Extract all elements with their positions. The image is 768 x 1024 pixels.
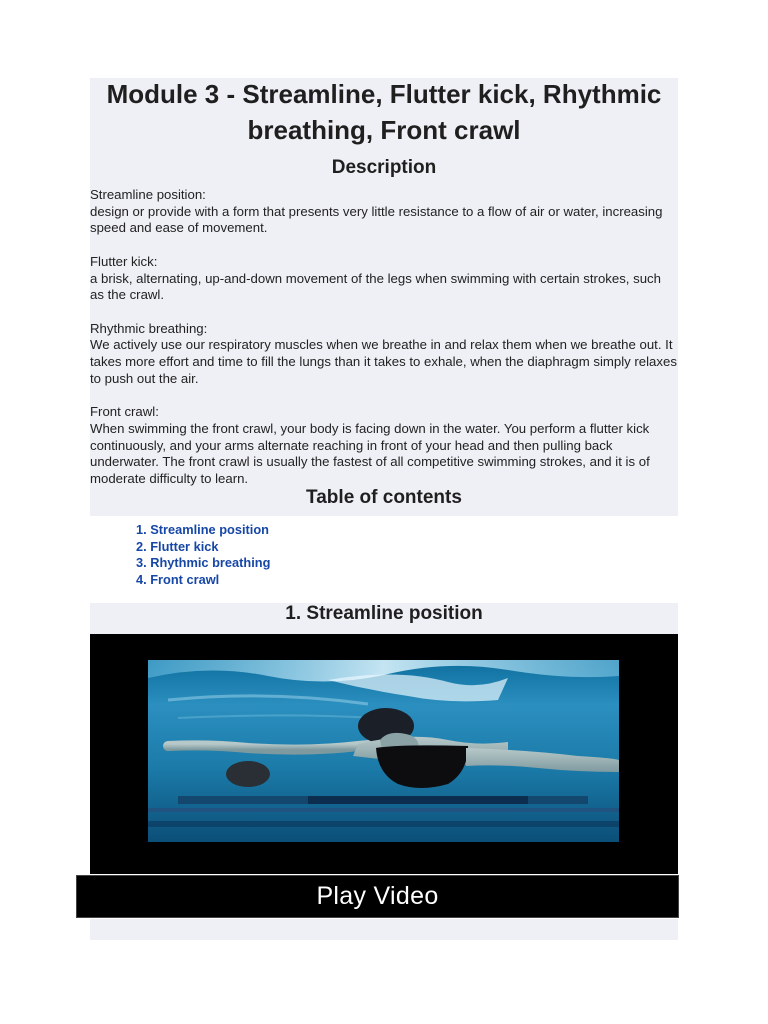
toc-heading: Table of contents <box>306 487 462 508</box>
description-term: Flutter kick: <box>90 253 158 269</box>
description-term: Streamline position: <box>90 187 206 202</box>
description-heading: Description <box>331 157 437 178</box>
description-body <box>90 187 678 504</box>
section-footer <box>90 919 678 940</box>
toc-item <box>136 539 270 556</box>
toc-link-flutter-kick[interactable]: 2. Flutter kick <box>136 538 219 554</box>
video-player[interactable] <box>90 634 678 874</box>
description-streamline <box>90 187 678 237</box>
description-term: Front crawl: <box>90 404 159 420</box>
toc-link-streamline-position[interactable]: 1. Streamline position <box>136 522 269 537</box>
description-text: When swimming the front crawl, your body is facing down in the water. You perform a flutter kick continuously, and your arms alternate reaching in front of your head and then pulling back underwater. The front crawl is usually the fastest of all competitive swimming strokes, and it is of moderate difficulty to learn. <box>90 420 650 486</box>
description-front-crawl <box>90 404 678 488</box>
toc-item <box>136 572 270 589</box>
play-video-label: Play Video <box>316 882 439 910</box>
description-text: We actively use our respiratory muscles when we breathe in and relax them when we breathe out. It takes more effort and time to fill the lungs than it takes to exhale, when the diaphragm simply relaxes to push out the air. <box>90 337 677 386</box>
section-title: 1. Streamline position <box>285 603 483 624</box>
description-flutter-kick <box>90 254 678 304</box>
swimmer-underwater-image <box>148 660 619 842</box>
description-rhythmic-breathing <box>90 321 678 388</box>
description-text: design or provide with a form that presents very little resistance to a flow of air or water, increasing speed and ease of movement. <box>90 203 663 236</box>
toc-link-front-crawl[interactable]: 4. Front crawl <box>136 572 220 588</box>
toc-list <box>136 522 270 589</box>
play-video-button[interactable] <box>76 875 679 918</box>
description-text: a brisk, alternating, up-and-down movement of the legs when swimming with certain strokes, such as the crawl. <box>90 270 661 303</box>
toc-link-rhythmic-breathing[interactable]: 3. Rhythmic breathing <box>136 555 271 571</box>
toc-item <box>136 522 270 539</box>
toc-item <box>136 555 270 572</box>
description-term: Rhythmic breathing: <box>90 320 208 336</box>
module-title: Module 3 - Streamline, Flutter kick, Rhythmic breathing, Front crawl <box>106 79 662 145</box>
